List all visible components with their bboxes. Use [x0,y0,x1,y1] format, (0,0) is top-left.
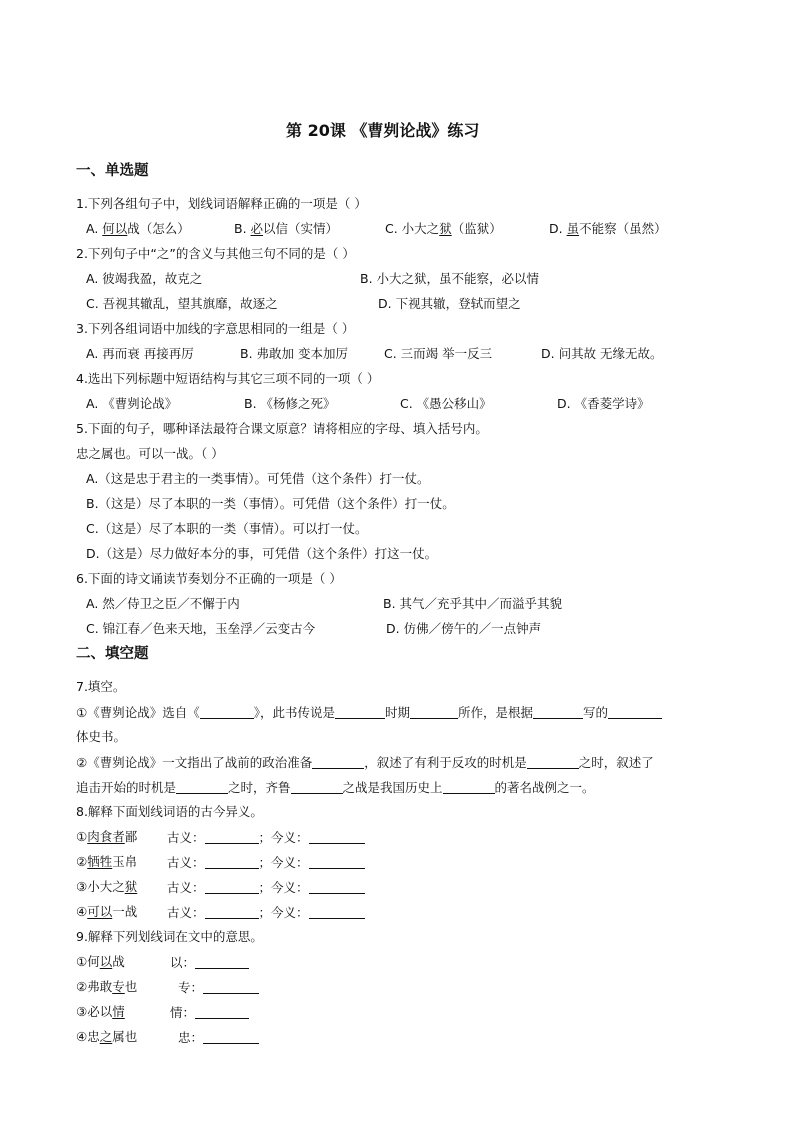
question-3-option-d: D. 问其故 无缘无故。 [541,346,663,361]
answer-blank[interactable] [205,856,259,869]
answer-blank[interactable] [291,781,343,794]
question-8-item-3-answers [167,881,365,895]
answer-blank[interactable] [309,831,365,844]
question-4-option-b: B. 《杨修之死》 [244,396,336,411]
ancient-meaning-label: 古义： [167,880,205,895]
item-suffix: 一战 [112,904,138,919]
question-8-item-2 [76,856,137,869]
answer-blank[interactable] [205,906,259,919]
item-prefix: ①何 [76,954,100,969]
question-8-item-3 [76,881,137,894]
item-suffix: 玉帛 [112,854,138,869]
fill-text: ①《曹刿论战》选自《 [76,705,200,720]
question-3-option-b: B. 弗敢加 变本加厉 [240,346,348,361]
question-8-item-2-answers [167,856,365,870]
underlined-word: 肉食者 [87,829,125,844]
underlined-word: 必 [250,221,264,236]
question-3-option-c: C. 三而竭 举一反三 [384,346,493,361]
option-text: 战（怎么） [127,221,190,236]
question-8-item-4-answers [167,906,365,920]
modern-meaning-label: ；今义： [258,880,309,895]
item-suffix: 鄙 [124,829,138,844]
question-2-stem: 2.下列句子中“之”的含义与其他三句不同的是（ ） [76,246,355,261]
page-title: 第 20课 《曹刿论战》练习 [286,121,480,140]
question-5-option-d: D.（这是）尽力做好本分的事，可凭借（这个条件）打这一仗。 [86,546,438,561]
answer-blank[interactable] [533,706,583,719]
question-7-line-4 [76,781,595,795]
fill-text: ②《曹刿论战》一文指出了战前的政治准备 [76,755,313,770]
underlined-word: 专 [112,979,125,994]
question-6-option-c: C. 锦江春／色来天地，玉垒浮／云变古今 [86,621,316,636]
option-letter: D. [549,221,567,236]
option-letter: A. [86,221,103,236]
question-9-stem: 9.解释下列划线词在文中的意思。 [76,929,263,944]
answer-blank[interactable] [309,906,365,919]
underlined-word: 以 [99,954,113,969]
question-2-option-a: A. 彼竭我盈，故克之 [86,271,203,286]
answer-blank[interactable] [203,981,259,994]
fill-text: 之时，齐鲁 [228,780,291,795]
question-5-stem: 5.下面的句子，哪种译法最符合课文原意？请将相应的字母、填入括号内。 [76,421,488,436]
question-1-option-a [86,223,190,236]
question-9-item-2-answer [178,981,259,995]
item-prefix: ③小大之 [76,879,125,894]
question-8-item-1-answers [167,831,365,845]
item-prefix: ③必以 [76,1004,113,1019]
answer-blank[interactable] [200,706,254,719]
section-heading-single-choice: 一、单选题 [76,163,149,179]
question-3-option-a: A. 再而衰 再接再厉 [86,346,194,361]
item-prefix: ② [76,854,88,869]
answer-blank[interactable] [309,881,365,894]
question-9-item-2 [76,981,137,994]
question-5-option-a: A.（这是忠于君主的一类事情）。可凭借（这个条件）打一仗。 [86,471,430,486]
question-5-option-c: C.（这是）尽了本职的一类（事情）。可以打一仗。 [86,521,368,536]
answer-blank[interactable] [527,756,579,769]
modern-meaning-label: ；今义： [258,905,309,920]
section-heading-fill-in: 二、填空题 [76,646,149,662]
item-suffix: 战 [112,954,125,969]
question-9-item-3 [76,1006,125,1019]
underlined-word: 可以 [87,904,113,919]
question-9-item-3-answer [170,1006,249,1020]
answer-blank[interactable] [410,706,458,719]
answer-blank[interactable] [205,881,259,894]
underlined-word: 狱 [439,221,452,236]
answer-blank[interactable] [309,856,365,869]
answer-blank[interactable] [608,706,662,719]
underlined-word: 何以 [102,221,128,236]
answer-blank[interactable] [205,831,259,844]
answer-label: 以： [170,955,196,970]
answer-blank[interactable] [335,706,385,719]
answer-label: 情： [170,1005,196,1020]
item-suffix: 也 [124,979,138,994]
modern-meaning-label: ；今义： [258,830,309,845]
question-9-item-1 [76,956,125,969]
question-3-stem: 3.下列各组词语中加线的字意思相同的一组是（ ） [76,321,355,336]
answer-blank[interactable] [176,781,228,794]
question-1-option-c [385,223,502,236]
question-1-stem: 1.下列各组句子中，划线词语解释正确的一项是（ ） [76,196,367,211]
answer-blank[interactable] [443,781,495,794]
item-prefix: ④忠 [76,1029,100,1044]
question-1-option-d [549,223,667,236]
underlined-word: 牺牲 [87,854,113,869]
item-prefix: ②弗敢 [76,979,113,994]
option-letter: B. [234,221,251,236]
question-2-option-d: D. 下视其辙，登轼而望之 [378,296,521,311]
option-text: C. 小大之 [385,221,440,236]
option-text: 以信（实情） [263,221,339,236]
option-text: （监狱） [451,221,502,236]
question-2-option-b: B. 小大之狱，虽不能察，必以情 [360,271,540,286]
question-5-quote: 忠之属也。可以一战。（ ） [76,446,224,461]
question-8-item-1 [76,831,137,844]
question-6-option-b: B. 其气／充乎其中／而溢乎其貌 [383,596,563,611]
question-6-option-a: A. 然／侍卫之臣／不懈于内 [86,596,240,611]
answer-label: 专： [178,980,204,995]
question-8-item-4 [76,906,137,919]
question-7-line-2: 体史书。 [76,729,127,744]
option-text: 不能察（虽然） [579,221,667,236]
question-6-option-d: D. 仿佛／傍午的／一点钟声 [386,621,542,636]
item-suffix: 属也 [112,1029,138,1044]
question-4-option-a: A. 《曹刿论战》 [86,396,178,411]
question-1-option-b [234,223,338,236]
fill-text: 之时，叙述了 [578,755,654,770]
answer-blank[interactable] [195,1006,249,1019]
ancient-meaning-label: 古义： [167,905,205,920]
question-4-stem: 4.选出下列标题中短语结构与其它三项不同的一项（ ） [76,371,380,386]
ancient-meaning-label: 古义： [167,830,205,845]
question-4-option-c: C. 《愚公移山》 [400,396,492,411]
fill-text: 的著名战例之一。 [494,780,595,795]
fill-text: 追击开始的时机是 [76,780,177,795]
item-prefix: ④ [76,904,88,919]
fill-text: 写的 [583,705,609,720]
fill-text: 之战是我国历史上 [342,780,443,795]
ancient-meaning-label: 古义： [167,855,205,870]
question-5-option-b: B.（这是）尽了本职的一类（事情）。可凭借（这个条件）打一仗。 [86,496,455,511]
question-2-option-c: C. 吾视其辙乱，望其旗靡，故逐之 [86,296,278,311]
fill-text: 时期 [384,705,410,720]
underlined-word: 狱 [124,879,138,894]
question-7-line-1 [76,706,662,720]
fill-text: 所作，是根据 [458,705,534,720]
answer-label: 忠： [178,1030,204,1045]
question-7-line-3 [76,756,654,770]
underlined-word: 虽 [566,221,580,236]
question-6-stem: 6.下面的诗文诵读节奏划分不正确的一项是（ ） [76,571,342,586]
question-9-item-4-answer [178,1031,259,1045]
question-9-item-4 [76,1031,137,1044]
answer-blank[interactable] [312,756,364,769]
answer-blank[interactable] [203,1031,259,1044]
fill-text: ，叙述了有利于反攻的时机是 [364,755,527,770]
fill-text: 》，此书传说是 [253,705,335,720]
item-prefix: ① [76,829,88,844]
question-7-stem: 7.填空。 [76,679,126,694]
underlined-word: 情 [112,1004,125,1019]
answer-blank[interactable] [195,956,249,969]
question-4-option-d: D. 《香菱学诗》 [557,396,650,411]
modern-meaning-label: ；今义： [258,855,309,870]
underlined-word: 之 [99,1029,113,1044]
question-9-item-1-answer [170,956,249,970]
question-8-stem: 8.解释下面划线词语的古今异义。 [76,804,263,819]
